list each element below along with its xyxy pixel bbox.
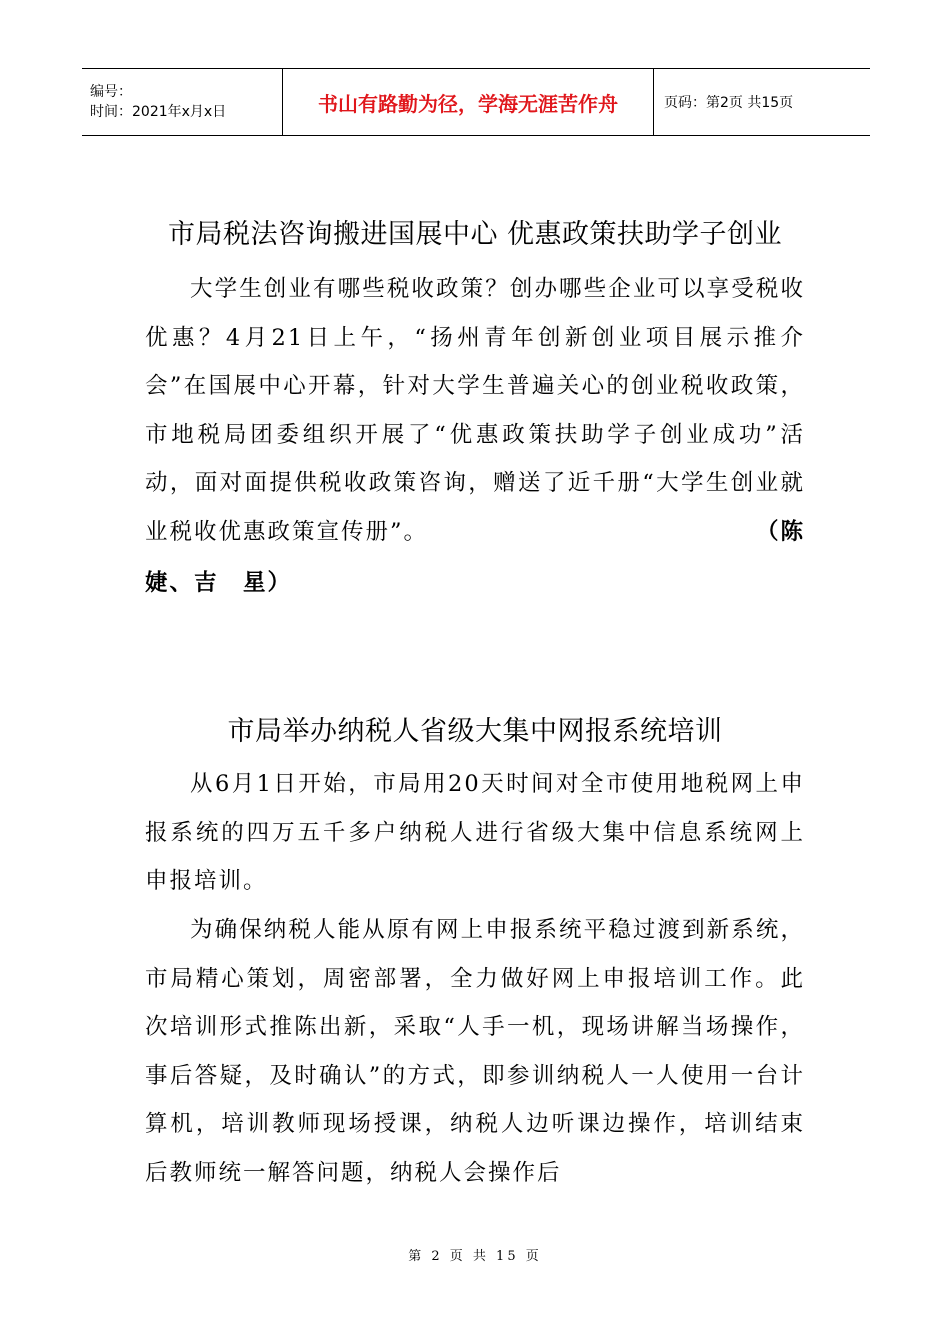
- document-header: [82, 68, 870, 136]
- article-2-paragraph-2: 为确保纳税人能从原有网上申报系统平稳过渡到新系统，市局精心策划，周密部署，全力做好网上申报培训工作。此次培训形式推陈出新，采取“人手一机，现场讲解当场操作，事后答疑，及时确认”的方式，即参训纳税人一人使用一台计算机，培训教师现场授课，纳税人边听课边操作，培训结束后教师统一解答问题，纳税人会操作后: [145, 917, 805, 1186]
- page-footer: 第 2 页 共 15 页: [408, 1249, 542, 1264]
- header-page-info: [654, 69, 870, 135]
- article-1-body: [145, 265, 805, 556]
- article-1-title: 市局税法咨询搬进国展中心 优惠政策扶助学子创业: [167, 219, 783, 250]
- article-1-author: 婕、吉 星）: [145, 570, 293, 596]
- article-2-paragraph-1: 从6月1日开始，市局用20天时间对全市使用地税网上申报系统的四万五千多户纳税人进行省级大集中信息系统网上申报培训。: [145, 771, 805, 894]
- motto-text: 书山有路勤为径，学海无涯苦作舟: [318, 91, 618, 116]
- number-label: 编号：: [90, 84, 132, 100]
- date-label: 时间：2021年x月x日: [90, 104, 227, 120]
- page-label: 页码：第2页 共15页: [664, 95, 794, 111]
- article-1-author-open: （陈: [755, 518, 805, 545]
- header-meta: [82, 69, 282, 135]
- article-1-text: 大学生创业有哪些税收政策？创办哪些企业可以享受税收优惠？4月21日上午，“扬州青年创新创业项目展示推介会”在国展中心开幕，针对大学生普遍关心的创业税收政策，市地税局团委组织开展了“优惠政策扶助学子创业成功”活动，面对面提供税收政策咨询，赠送了近千册“大学生创业就业税收优惠政策宣传册”。: [145, 276, 805, 545]
- header-motto: [282, 69, 654, 135]
- article-2-title: 市局举办纳税人省级大集中网报系统培训: [227, 716, 723, 747]
